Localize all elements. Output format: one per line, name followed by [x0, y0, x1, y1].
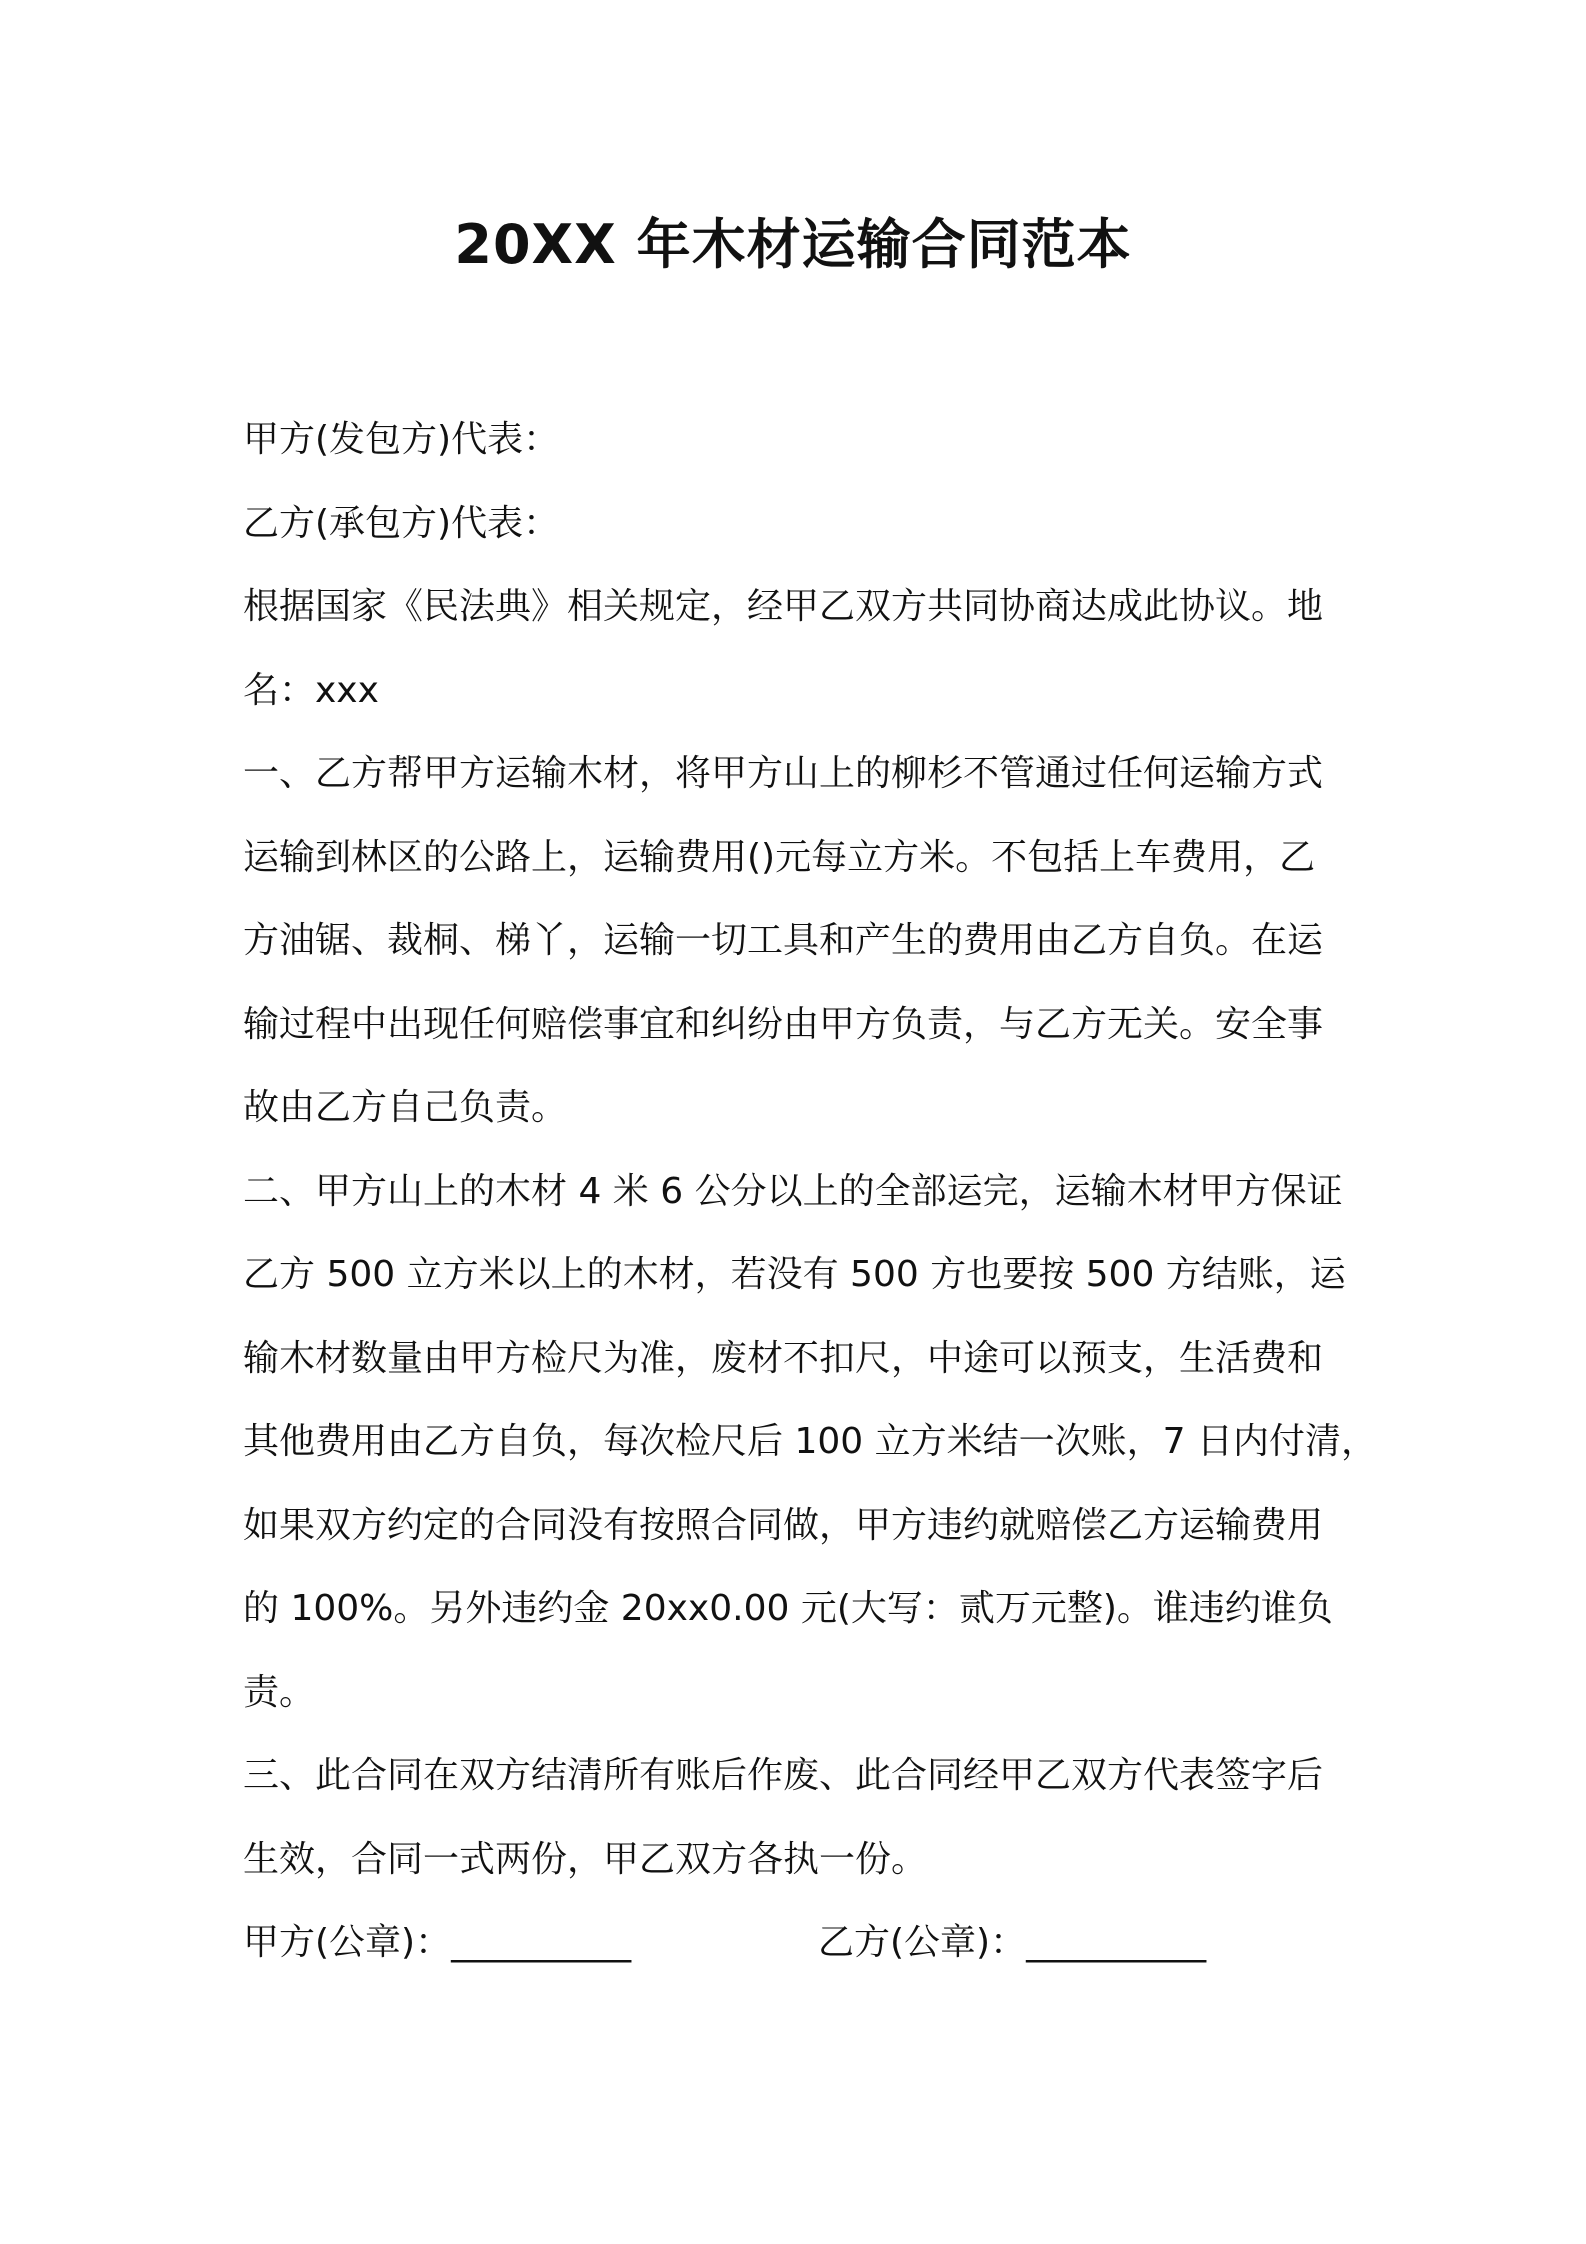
clause-2-line: 二、甲方山上的木材 4 米 6 公分以上的全部运完，运输木材甲方保证 — [243, 1170, 1343, 1212]
signature-row — [243, 1901, 1355, 1985]
clause-1-line: 故由乙方自己负责。 — [243, 1087, 568, 1128]
clause-3-line: 三、此合同在双方结清所有账后作废、此合同经甲乙双方代表签字后 — [243, 1755, 1324, 1796]
location-line: 名：xxx — [243, 669, 379, 711]
clause-2-line: 责。 — [243, 1671, 316, 1713]
clause-1-line: 运输到林区的公路上，运输费用()元每立方米。不包括上车费用，乙 — [243, 836, 1316, 878]
clause-2-line: 如果双方约定的合同没有按照合同做，甲方违约就赔偿乙方运输费用 — [243, 1504, 1324, 1546]
clause-1-line: 一、乙方帮甲方运输木材，将甲方山上的柳杉不管通过任何运输方式 — [243, 753, 1324, 794]
document-title: 20XX 年木材运输合同范本 — [454, 213, 1132, 276]
clause-2-line: 其他费用由乙方自负，每次检尺后 100 立方米结一次账，7 日内付清， — [243, 1421, 1377, 1462]
clause-2-line: 输木材数量由甲方检尺为准，废材不扣尺，中途可以预支，生活费和 — [243, 1337, 1324, 1379]
clause-3-line: 生效，合同一式两份，甲乙双方各执一份。 — [243, 1838, 928, 1880]
party-b-seal: 乙方(公章)：__________ — [818, 1922, 1207, 1963]
clause-2-line: 乙方 500 立方米以上的木材，若没有 500 方也要按 500 方结账，运 — [243, 1254, 1346, 1295]
party-b-representative: 乙方(承包方)代表： — [243, 502, 560, 544]
clause-1-line: 输过程中出现任何赔偿事宜和纠纷由甲方负责，与乙方无关。安全事 — [243, 1003, 1324, 1045]
document-body — [243, 398, 1377, 1985]
party-a-representative: 甲方(发包方)代表： — [243, 419, 560, 460]
clause-1-line: 方油锯、裁桐、梯丫，运输一切工具和产生的费用由乙方自负。在运 — [243, 920, 1324, 961]
party-a-seal: 甲方(公章)：__________ — [243, 1922, 632, 1963]
preamble-line: 根据国家《民法典》相关规定，经甲乙双方共同协商达成此协议。地 — [243, 586, 1324, 627]
clause-2-line: 的 100%。另外违约金 20xx0.00 元(大写：贰万元整)。谁违约谁负 — [243, 1588, 1333, 1629]
